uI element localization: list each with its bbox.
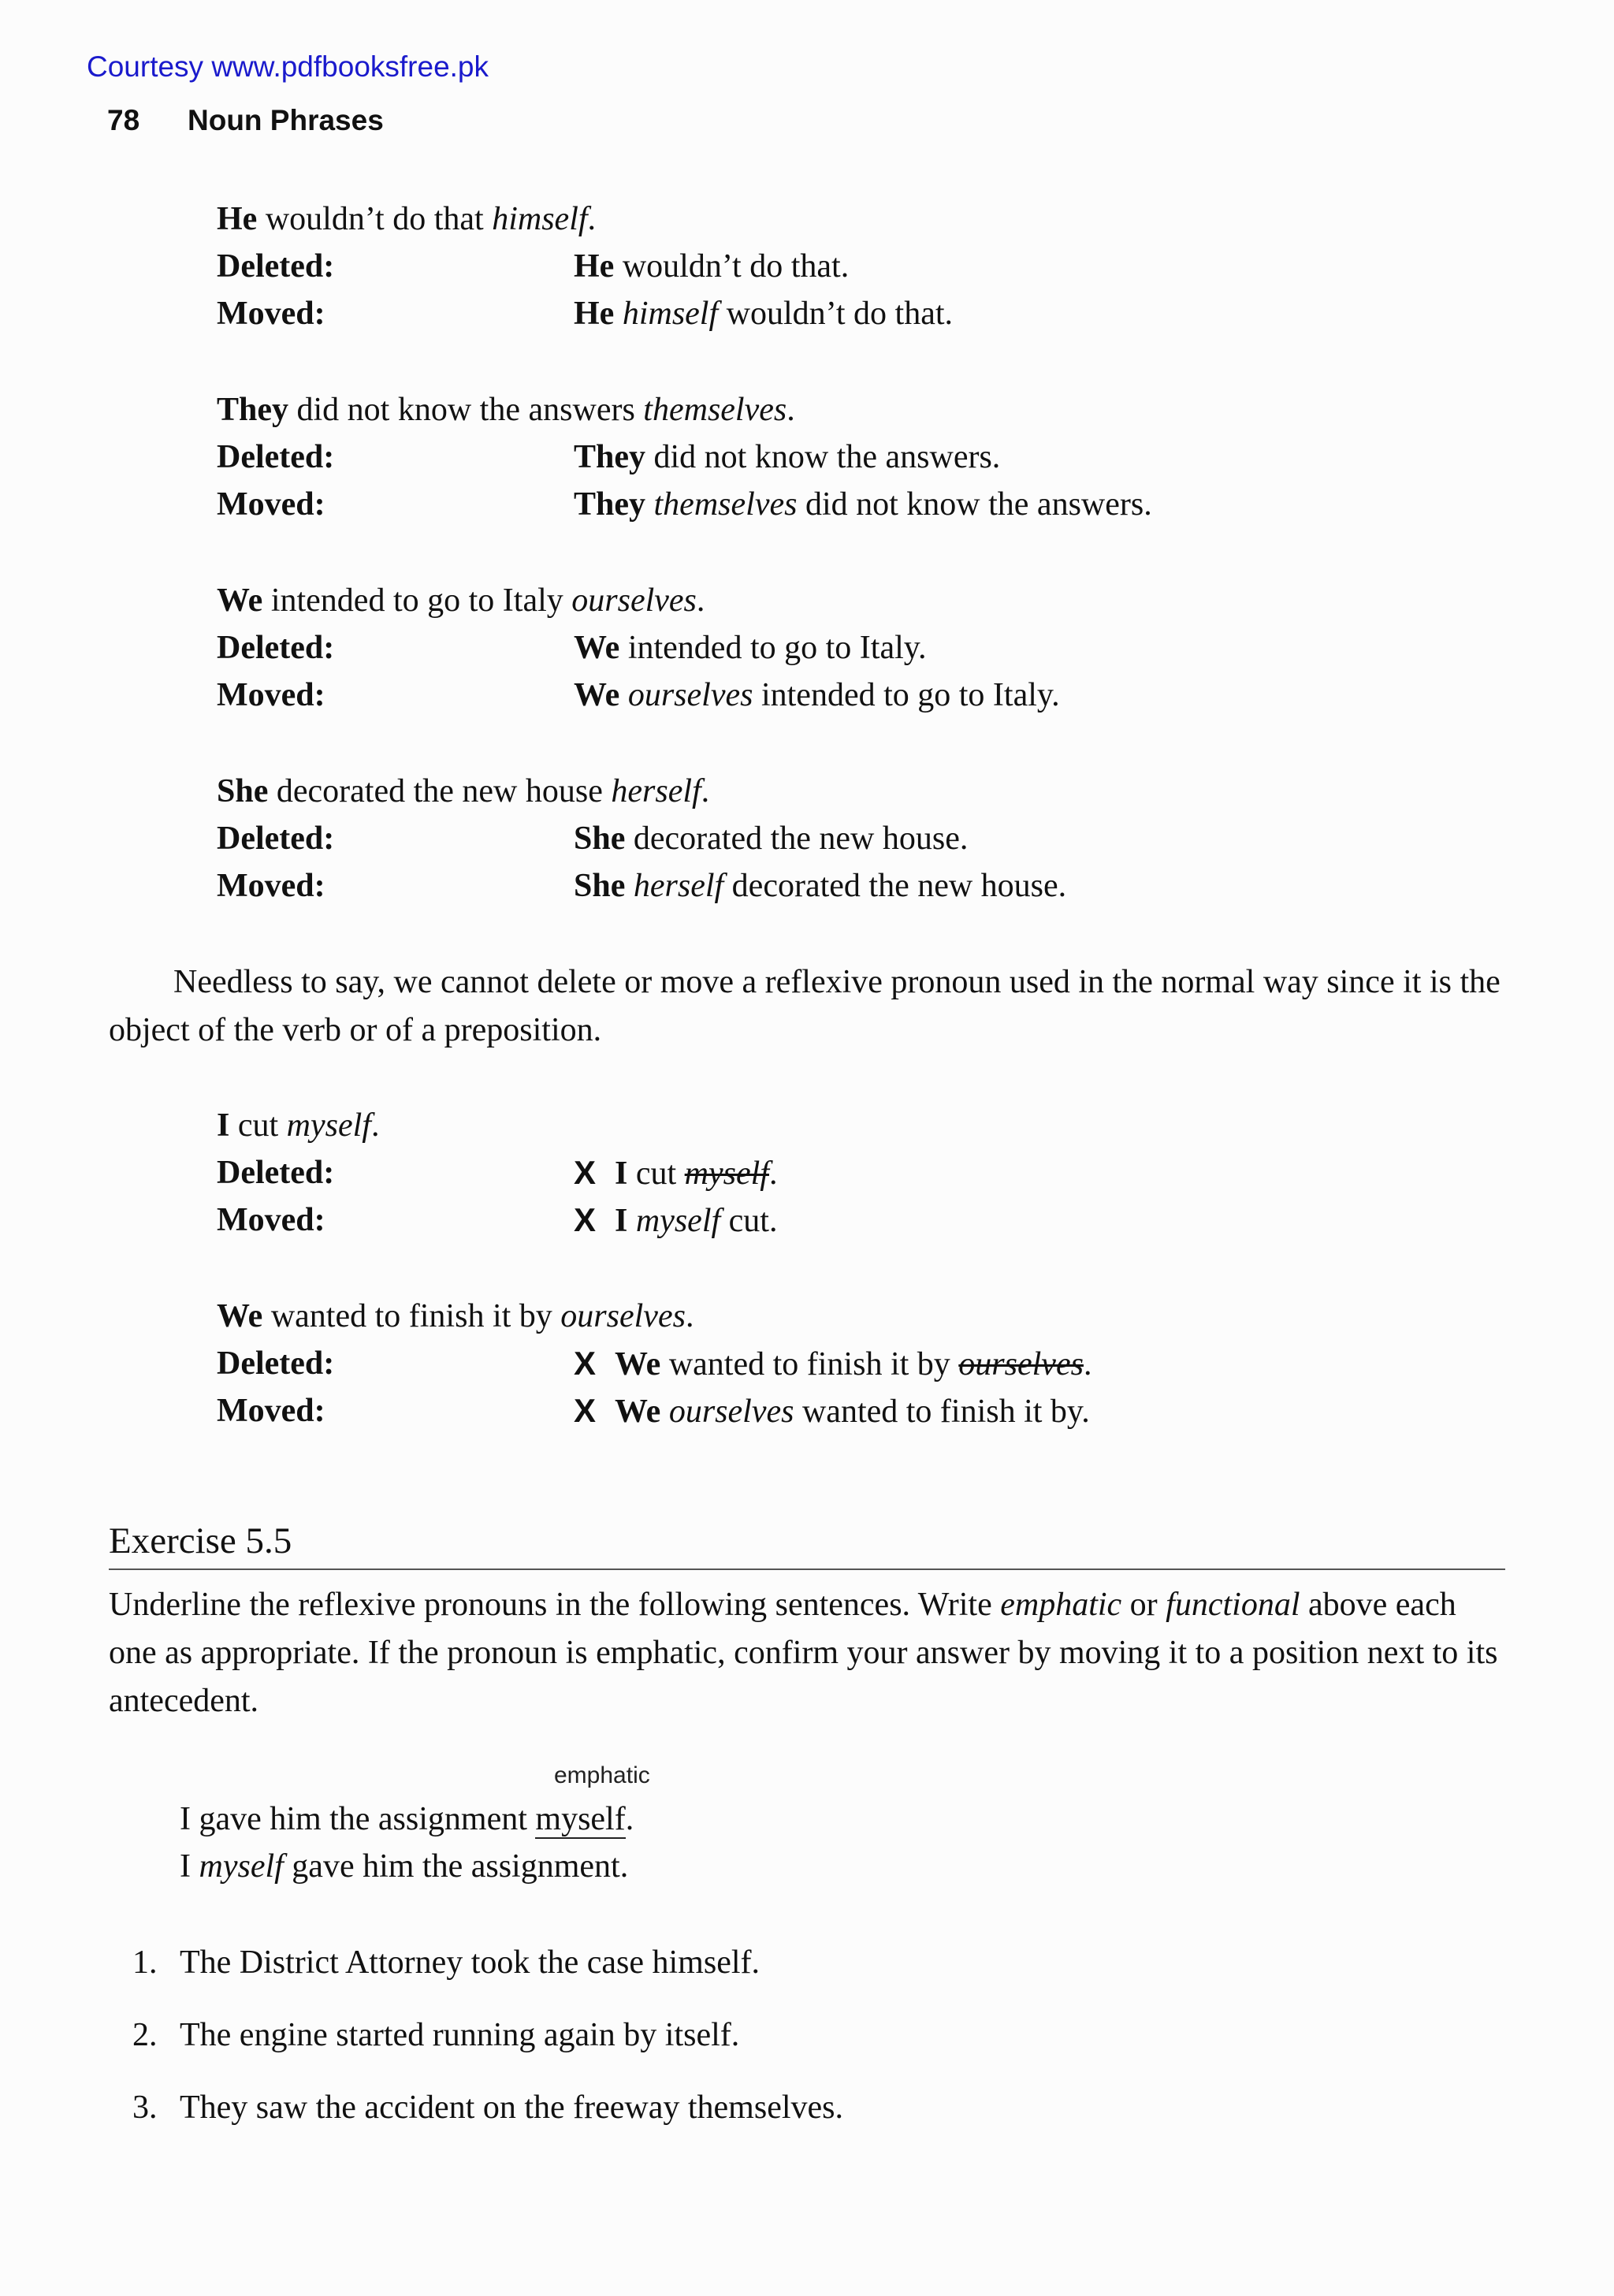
exercise-item: They saw the accident on the freeway themselves. bbox=[180, 2089, 843, 2126]
item-number: 1. bbox=[132, 1944, 158, 1981]
exercise-heading: Exercise 5.5 bbox=[109, 1520, 292, 1561]
incorrect-mark: X bbox=[574, 1345, 597, 1382]
model-answer-line: I gave him the assignment myself. bbox=[180, 1801, 634, 1837]
struck-word: ourselves bbox=[958, 1346, 1084, 1382]
moved-label: Moved: bbox=[217, 868, 325, 904]
emphatic-annotation: emphatic bbox=[554, 1762, 650, 1788]
moved-result: They themselves did not know the answers. bbox=[574, 486, 1152, 523]
deleted-label: Deleted: bbox=[217, 248, 335, 285]
moved-result: X I myself cut. bbox=[574, 1201, 778, 1239]
moved-result: We ourselves intended to go to Italy. bbox=[574, 677, 1060, 713]
moved-label: Moved: bbox=[217, 677, 325, 713]
item-number: 2. bbox=[132, 2017, 158, 2053]
deleted-result: He wouldn’t do that. bbox=[574, 248, 850, 285]
example-sentence: I cut myself. bbox=[217, 1107, 380, 1144]
model-rewrite-line: I myself gave him the assignment. bbox=[180, 1848, 629, 1885]
exercise-item: The engine started running again by itself. bbox=[180, 2017, 740, 2053]
deleted-result: We intended to go to Italy. bbox=[574, 630, 927, 666]
moved-result: X We ourselves wanted to finish it by. bbox=[574, 1392, 1090, 1430]
running-head bbox=[107, 104, 384, 137]
struck-word: myself bbox=[684, 1155, 769, 1192]
moved-result: She herself decorated the new house. bbox=[574, 868, 1067, 904]
deleted-result: X I cut myself. bbox=[574, 1154, 778, 1192]
exercise-instructions: Underline the reflexive pronouns in the following sentences. Write emphatic or functional above each one as appropriate. If the pronoun is emphatic, confirm your answer by moving it to a position next to its antecedent. bbox=[109, 1587, 1498, 1719]
moved-label: Moved: bbox=[217, 296, 325, 332]
moved-result: He himself wouldn’t do that. bbox=[574, 296, 954, 332]
moved-label: Moved: bbox=[217, 1202, 325, 1238]
deleted-label: Deleted: bbox=[217, 1155, 335, 1191]
deleted-label: Deleted: bbox=[217, 630, 335, 666]
example-sentence: She decorated the new house herself. bbox=[217, 773, 710, 809]
body-paragraph: Needless to say, we cannot delete or move a reflexive pronoun used in the normal way since it is the object of the verb or of a preposition. bbox=[109, 964, 1501, 1048]
deleted-label: Deleted: bbox=[217, 821, 335, 857]
incorrect-mark: X bbox=[574, 1154, 597, 1191]
example-sentence: We intended to go to Italy ourselves. bbox=[217, 582, 705, 619]
exercise-item: The District Attorney took the case himself. bbox=[180, 1944, 760, 1981]
heading-rule bbox=[109, 1568, 1505, 1570]
chapter-title: Noun Phrases bbox=[188, 104, 384, 136]
deleted-result: They did not know the answers. bbox=[574, 439, 1001, 475]
deleted-result: X We wanted to finish it by ourselves. bbox=[574, 1345, 1092, 1382]
deleted-result: She decorated the new house. bbox=[574, 821, 969, 857]
moved-label: Moved: bbox=[217, 1393, 325, 1429]
incorrect-mark: X bbox=[574, 1201, 597, 1238]
courtesy-link[interactable]: Courtesy www.pdfbooksfree.pk bbox=[87, 50, 489, 83]
deleted-label: Deleted: bbox=[217, 1345, 335, 1382]
example-sentence: He wouldn’t do that himself. bbox=[217, 201, 597, 237]
item-number: 3. bbox=[132, 2089, 158, 2126]
deleted-label: Deleted: bbox=[217, 439, 335, 475]
incorrect-mark: X bbox=[574, 1392, 597, 1429]
moved-label: Moved: bbox=[217, 486, 325, 523]
underlined-pronoun: myself bbox=[535, 1801, 626, 1837]
example-sentence: We wanted to finish it by ourselves. bbox=[217, 1298, 694, 1334]
example-sentence: They did not know the answers themselves. bbox=[217, 392, 795, 428]
page-number: 78 bbox=[107, 104, 140, 136]
